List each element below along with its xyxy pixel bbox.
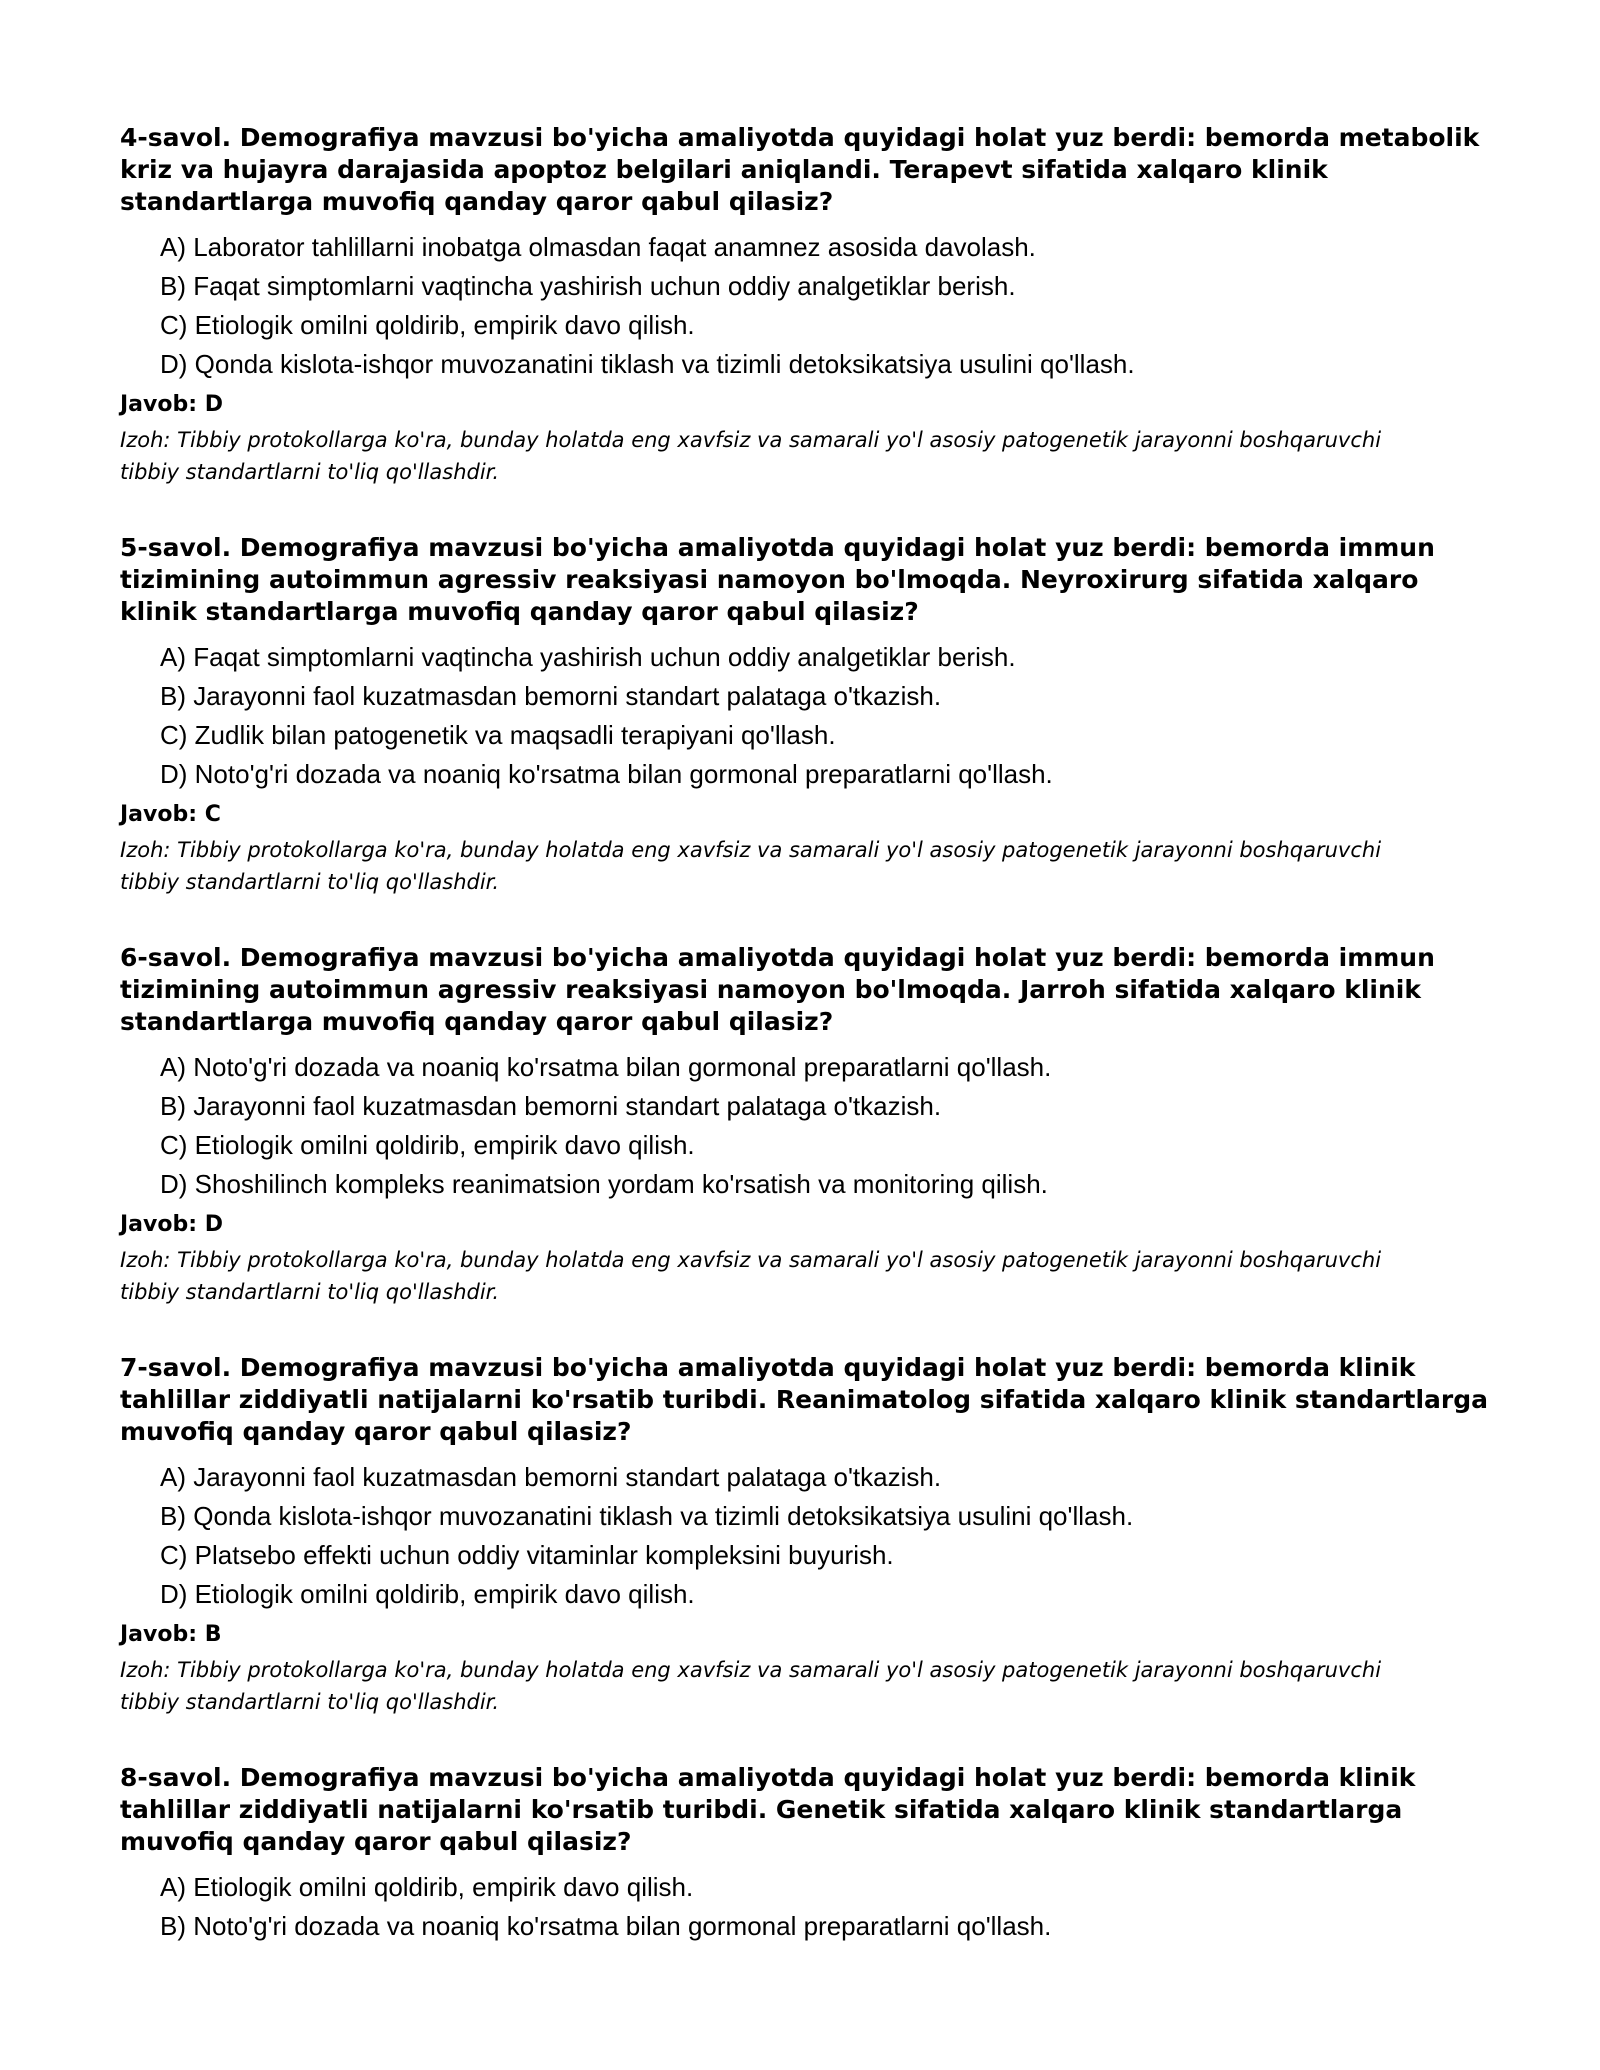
question-block: [120, 942, 1500, 1308]
option-c: C) Platsebo effekti uchun oddiy vitaminlar kompleksini buyurish.: [160, 1540, 894, 1570]
option-list: [120, 1868, 1500, 1946]
option-list: [120, 638, 1500, 794]
explanation-note: Izoh: Tibbiy protokollarga ko'ra, bunday holatda eng xavfsiz va samarali yo'l asosiy patogenetik jarayonni boshqaruvchi tibbiy standartlarni to'liq qo'llashdir.: [120, 1248, 1382, 1304]
option-c: C) Etiologik omilni qoldirib, empirik davo qilish.: [160, 1130, 695, 1160]
question-title: 4-savol. Demografiya mavzusi bo'yicha amaliyotda quyidagi holat yuz berdi: bemorda metabolik kriz va hujayra darajasida apoptoz belgilari aniqlandi. Terapevt sifatida xalqaro klinik standartlarga muvofiq qanday qaror qabul qilasiz?: [120, 123, 1480, 216]
option-a: A) Noto'g'ri dozada va noaniq ko'rsatma bilan gormonal preparatlarni qo'llash.: [160, 1052, 1052, 1082]
option-list: [120, 1048, 1500, 1204]
option-b: B) Noto'g'ri dozada va noaniq ko'rsatma bilan gormonal preparatlarni qo'llash.: [160, 1911, 1052, 1941]
explanation-note: Izoh: Tibbiy protokollarga ko'ra, bunday holatda eng xavfsiz va samarali yo'l asosiy patogenetik jarayonni boshqaruvchi tibbiy standartlarni to'liq qo'llashdir.: [120, 428, 1382, 484]
question-title: 5-savol. Demografiya mavzusi bo'yicha amaliyotda quyidagi holat yuz berdi: bemorda immun tizimining autoimmun agressiv reaksiyasi namoyon bo'lmoqda. Neyroxirurg sifatida xalqaro klinik standartlarga muvofiq qanday qaror qabul qilasiz?: [120, 533, 1435, 626]
question-block: [120, 532, 1500, 898]
option-d: D) Shoshilinch kompleks reanimatsion yordam ko'rsatish va monitoring qilish.: [160, 1169, 1048, 1199]
option-b: B) Qonda kislota-ishqor muvozanatini tiklash va tizimli detoksikatsiya usulini qo'llash.: [160, 1501, 1134, 1531]
document-page: [120, 122, 1500, 1990]
option-d: D) Etiologik omilni qoldirib, empirik davo qilish.: [160, 1579, 695, 1609]
question-title: 8-savol. Demografiya mavzusi bo'yicha amaliyotda quyidagi holat yuz berdi: bemorda klinik tahlillar ziddiyatli natijalarni ko'rsatib turibdi. Genetik sifatida xalqaro klinik standartlarga muvofiq qanday qaror qabul qilasiz?: [120, 1763, 1416, 1856]
question-block: [120, 122, 1500, 488]
explanation-note: Izoh: Tibbiy protokollarga ko'ra, bunday holatda eng xavfsiz va samarali yo'l asosiy patogenetik jarayonni boshqaruvchi tibbiy standartlarni to'liq qo'llashdir.: [120, 1658, 1382, 1714]
option-a: A) Jarayonni faol kuzatmasdan bemorni standart palataga o'tkazish.: [160, 1462, 942, 1492]
answer-label: Javob: C: [120, 802, 221, 827]
option-list: [120, 228, 1500, 384]
option-c: C) Etiologik omilni qoldirib, empirik davo qilish.: [160, 310, 695, 340]
answer-label: Javob: B: [120, 1622, 222, 1647]
option-c: C) Zudlik bilan patogenetik va maqsadli terapiyani qo'llash.: [160, 720, 836, 750]
option-a: A) Laborator tahlillarni inobatga olmasdan faqat anamnez asosida davolash.: [160, 232, 1036, 262]
option-b: B) Jarayonni faol kuzatmasdan bemorni standart palataga o'tkazish.: [160, 681, 942, 711]
option-a: A) Faqat simptomlarni vaqtincha yashirish uchun oddiy analgetiklar berish.: [160, 642, 1016, 672]
option-a: A) Etiologik omilni qoldirib, empirik davo qilish.: [160, 1872, 694, 1902]
option-b: B) Faqat simptomlarni vaqtincha yashirish uchun oddiy analgetiklar berish.: [160, 271, 1016, 301]
option-d: D) Qonda kislota-ishqor muvozanatini tiklash va tizimli detoksikatsiya usulini qo'llash.: [160, 349, 1135, 379]
question-block: [120, 1352, 1500, 1718]
answer-label: Javob: D: [120, 1212, 223, 1237]
question-title: 7-savol. Demografiya mavzusi bo'yicha amaliyotda quyidagi holat yuz berdi: bemorda klinik tahlillar ziddiyatli natijalarni ko'rsatib turibdi. Reanimatolog sifatida xalqaro klinik standartlarga muvofiq qanday qaror qabul qilasiz?: [120, 1353, 1488, 1446]
option-list: [120, 1458, 1500, 1614]
explanation-note: Izoh: Tibbiy protokollarga ko'ra, bunday holatda eng xavfsiz va samarali yo'l asosiy patogenetik jarayonni boshqaruvchi tibbiy standartlarni to'liq qo'llashdir.: [120, 838, 1382, 894]
question-block: [120, 1762, 1500, 1946]
question-title: 6-savol. Demografiya mavzusi bo'yicha amaliyotda quyidagi holat yuz berdi: bemorda immun tizimining autoimmun agressiv reaksiyasi namoyon bo'lmoqda. Jarroh sifatida xalqaro klinik standartlarga muvofiq qanday qaror qabul qilasiz?: [120, 943, 1435, 1036]
answer-label: Javob: D: [120, 392, 223, 417]
option-b: B) Jarayonni faol kuzatmasdan bemorni standart palataga o'tkazish.: [160, 1091, 942, 1121]
option-d: D) Noto'g'ri dozada va noaniq ko'rsatma bilan gormonal preparatlarni qo'llash.: [160, 759, 1053, 789]
